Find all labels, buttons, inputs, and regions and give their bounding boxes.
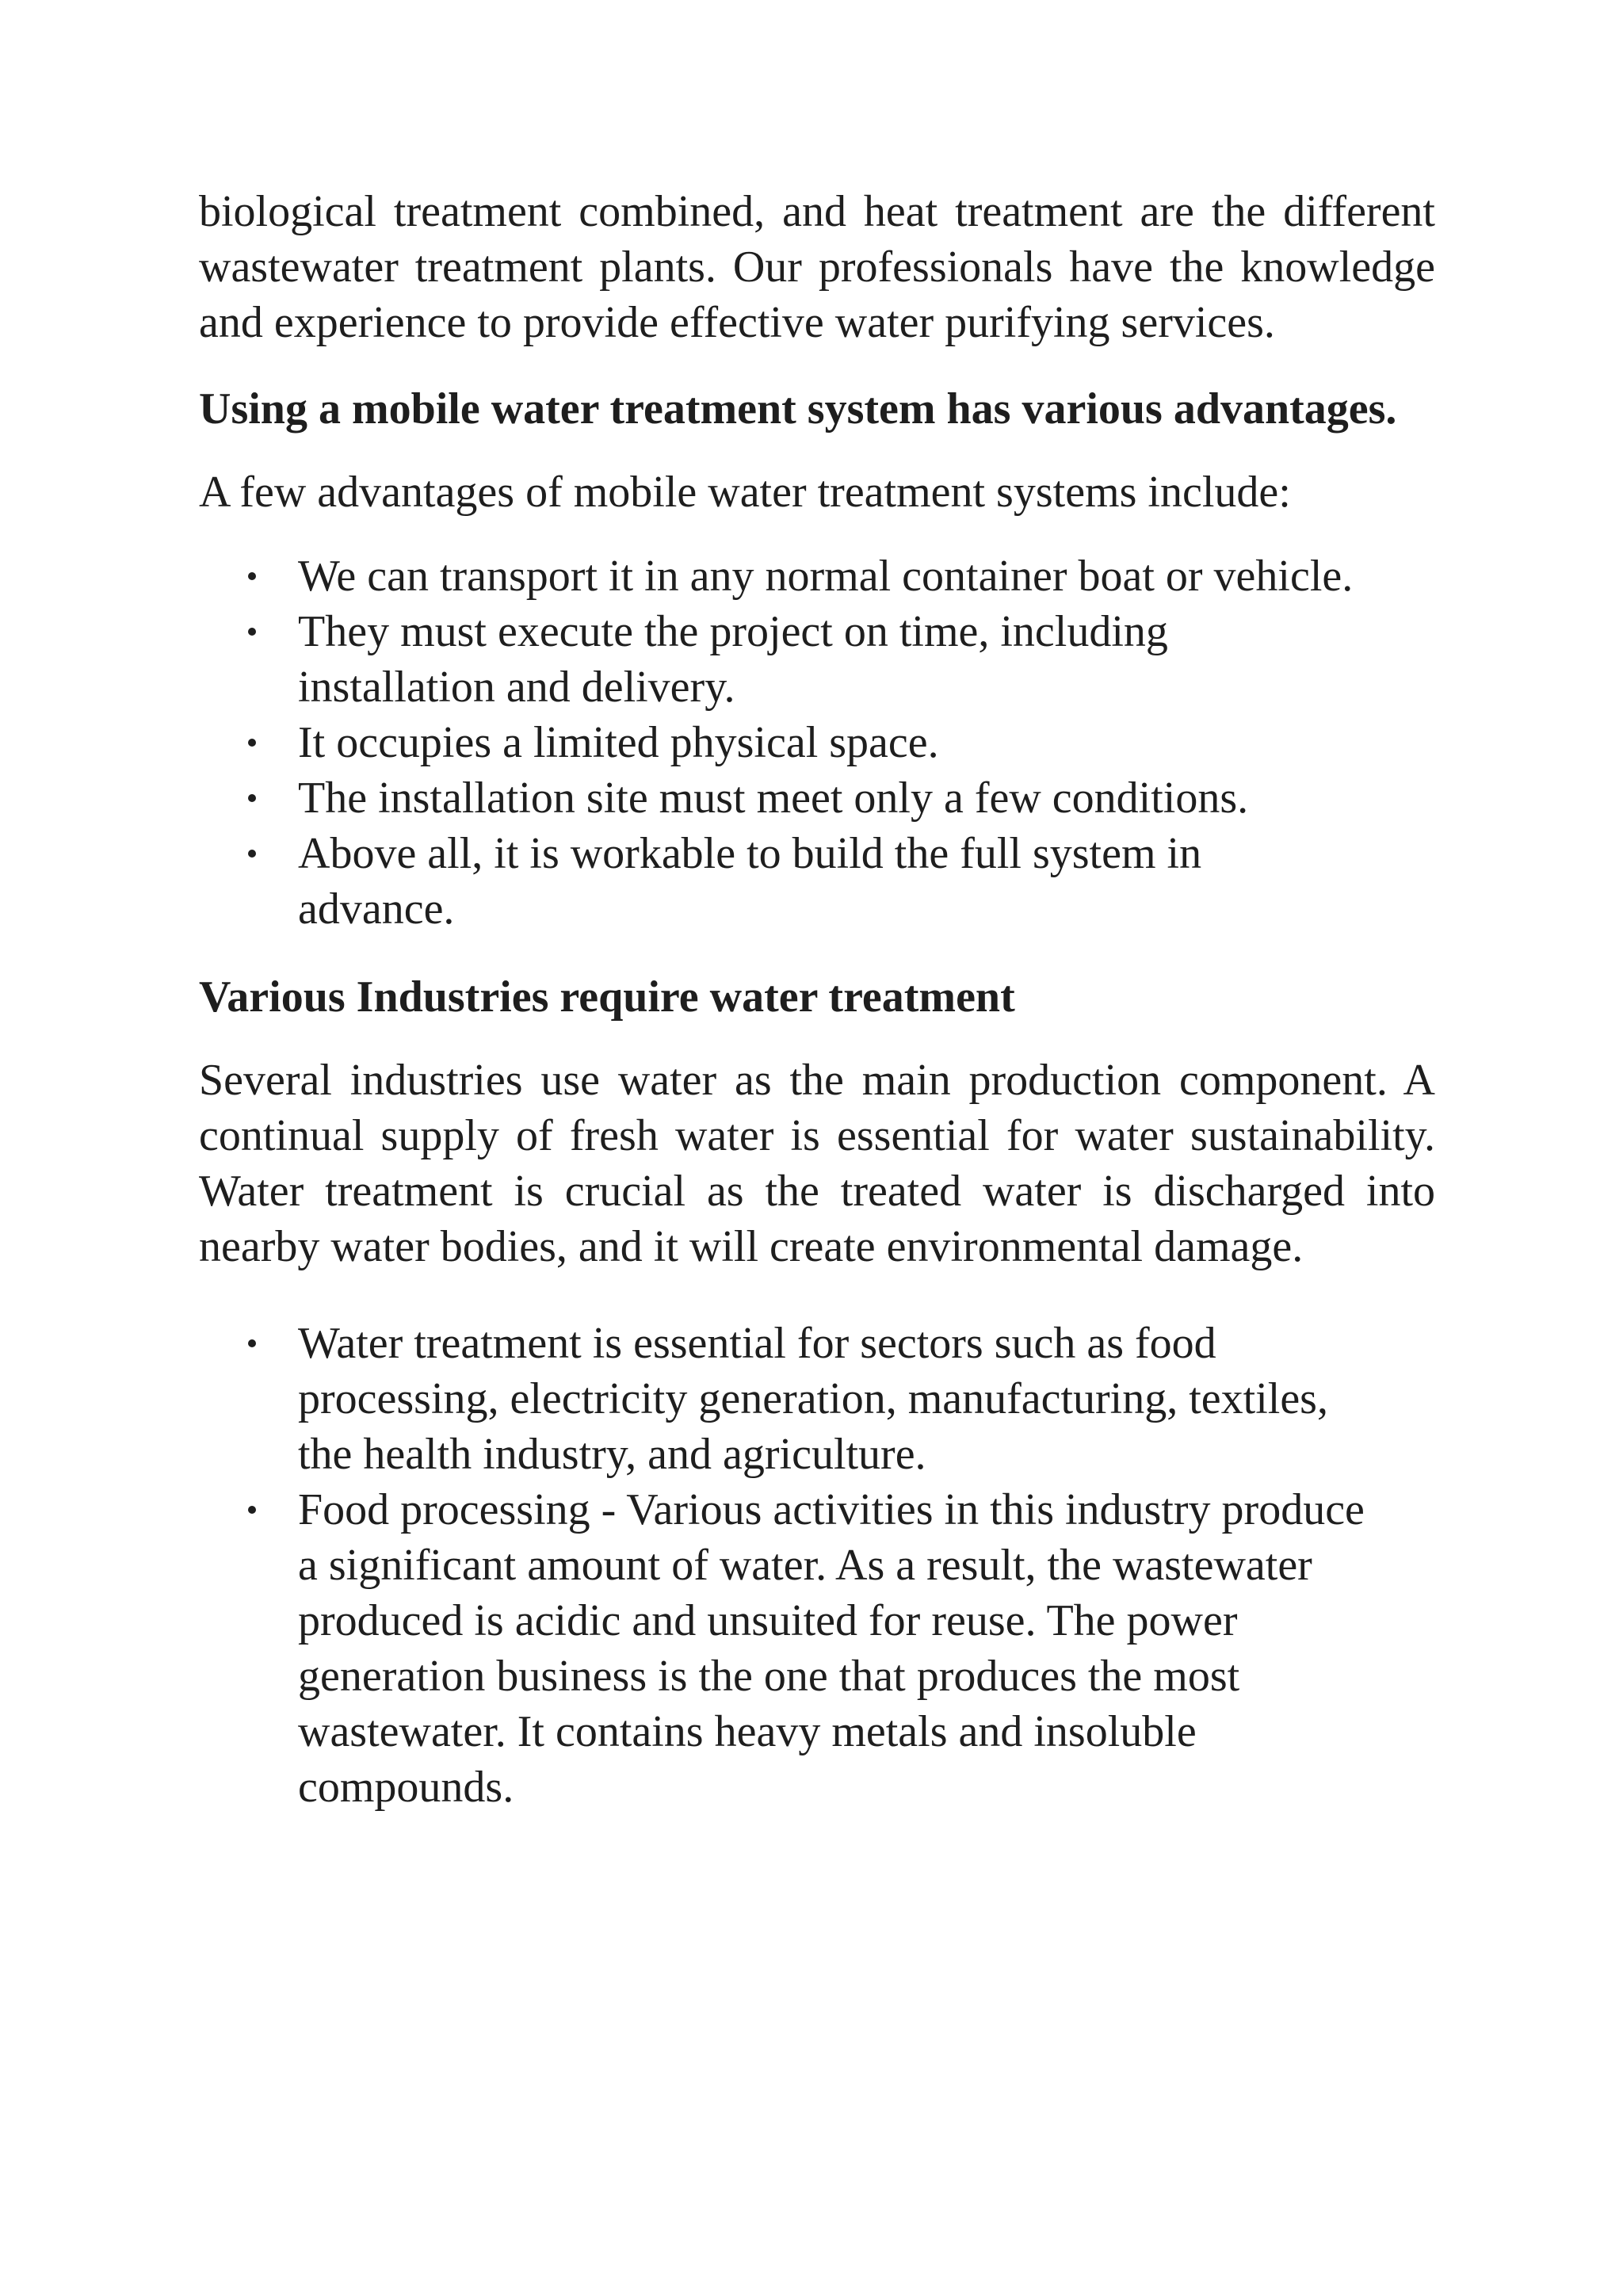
bullet-icon: [248, 628, 256, 636]
bullet-icon: [248, 572, 256, 580]
list-item-text: The installation site must meet only a few conditions.: [298, 774, 1249, 823]
list-item: [199, 826, 1368, 937]
bullet-icon: [248, 1506, 256, 1514]
list-item-text: Water treatment is essential for sectors such as food processing, electricity generation, manufacturing, textiles, the health industry, and agriculture.: [298, 1319, 1328, 1479]
bullet-icon: [248, 739, 256, 747]
list-item: [199, 604, 1368, 715]
list-item: [199, 548, 1368, 604]
heading-advantages: Using a mobile water treatment system has various advantages.: [199, 384, 1397, 434]
industries-list: [199, 1316, 1435, 1815]
bullet-icon: [248, 1339, 256, 1347]
bullet-icon: [248, 850, 256, 858]
list-item-text: Above all, it is workable to build the full system in advance.: [298, 829, 1202, 934]
document-body: [199, 184, 1435, 1815]
bullet-icon: [248, 794, 256, 802]
list-item-text: Food processing - Various activities in this industry produce a significant amount of water. As a result, the wastewater produced is acidic and unsuited for reuse. The power generation business is the one that produces the most wastewater. It contains heavy metals and insoluble compounds.: [298, 1485, 1365, 1812]
list-item: [199, 715, 1368, 770]
list-item-text: We can transport it in any normal container boat or vehicle.: [298, 552, 1354, 601]
list-item-text: It occupies a limited physical space.: [298, 718, 939, 767]
list-item-text: They must execute the project on time, including installation and delivery.: [298, 607, 1168, 712]
list-item: [199, 770, 1368, 826]
industries-paragraph: Several industries use water as the main production component. A continual supply of fresh water is essential for water sustainability. Water treatment is crucial as the treated water is discharged into nearby water bodies, and it will create environmental damage.: [199, 1056, 1435, 1271]
advantages-intro: A few advantages of mobile water treatment systems include:: [199, 468, 1291, 517]
heading-industries: Various Industries require water treatment: [199, 972, 1015, 1022]
list-item: [199, 1316, 1368, 1482]
list-item: [199, 1482, 1368, 1815]
advantages-list: [199, 548, 1435, 937]
intro-paragraph: biological treatment combined, and heat treatment are the different wastewater treatment plants. Our professionals have the knowledge and experience to provide effective water purifying services.: [199, 187, 1435, 347]
